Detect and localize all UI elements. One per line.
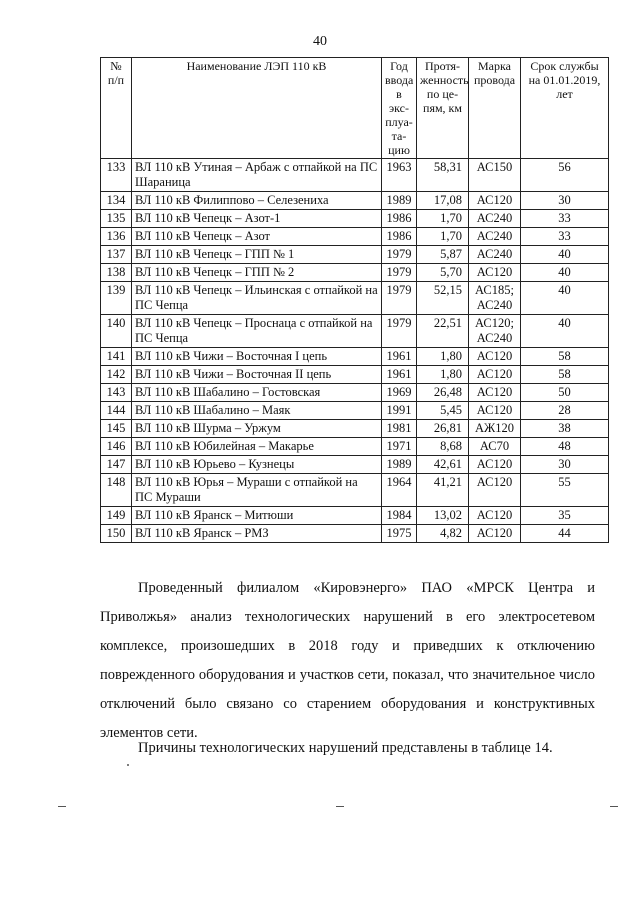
cell-length: 17,08	[417, 192, 469, 210]
table-row	[101, 159, 609, 192]
cell-name: ВЛ 110 кВ Чепецк – Проснаца с отпайкой на ПС Чепца	[132, 315, 382, 348]
header-life: Срок службы на 01.01.2019, лет	[521, 58, 609, 159]
cell-length: 4,82	[417, 525, 469, 543]
table-row	[101, 402, 609, 420]
cell-wire: АС120	[469, 456, 521, 474]
header-length: Протя-женность по це-пям, км	[417, 58, 469, 159]
cell-length: 5,87	[417, 246, 469, 264]
cell-name: ВЛ 110 кВ Юрьево – Кузнецы	[132, 456, 382, 474]
cell-life: 35	[521, 507, 609, 525]
cell-life: 40	[521, 315, 609, 348]
cell-life: 28	[521, 402, 609, 420]
cell-name: ВЛ 110 кВ Яранск – Митюши	[132, 507, 382, 525]
analysis-paragraph: Проведенный филиалом «Кировэнерго» ПАО «МРСК Центра и Приволжья» анализ технологических нарушений в его электросетевом комплексе, произошедших в 2018 году и приведших к отключению поврежденного оборудования и участков сети, показал, что значительное число отключений было связано со старением оборудования и конструктивных элементов сети.	[100, 580, 595, 741]
table-reference-paragraph: Причины технологических нарушений представлены в таблице 14.	[138, 740, 553, 756]
cell-name: ВЛ 110 кВ Чижи – Восточная II цепь	[132, 366, 382, 384]
cell-length: 1,80	[417, 366, 469, 384]
table-row	[101, 507, 609, 525]
table-row	[101, 525, 609, 543]
cell-wire: АС120	[469, 366, 521, 384]
scan-mark	[336, 806, 344, 807]
cell-wire: АС185; АС240	[469, 282, 521, 315]
cell-wire: АС120	[469, 192, 521, 210]
cell-name: ВЛ 110 кВ Шабалино – Маяк	[132, 402, 382, 420]
cell-year: 1986	[382, 228, 417, 246]
cell-year: 1961	[382, 348, 417, 366]
cell-life: 56	[521, 159, 609, 192]
cell-life: 40	[521, 264, 609, 282]
cell-life: 55	[521, 474, 609, 507]
cell-life: 58	[521, 366, 609, 384]
cell-year: 1975	[382, 525, 417, 543]
cell-num: 135	[101, 210, 132, 228]
cell-num: 142	[101, 366, 132, 384]
cell-life: 40	[521, 246, 609, 264]
table-header-row	[101, 58, 609, 159]
cell-life: 33	[521, 228, 609, 246]
cell-num: 146	[101, 438, 132, 456]
cell-life: 30	[521, 456, 609, 474]
cell-name: ВЛ 110 кВ Юбилейная – Макарье	[132, 438, 382, 456]
header-wire: Марка провода	[469, 58, 521, 159]
cell-name: ВЛ 110 кВ Чепецк – Ильинская с отпайкой на ПС Чепца	[132, 282, 382, 315]
cell-wire: АС120	[469, 507, 521, 525]
table-row	[101, 348, 609, 366]
cell-wire: АС240	[469, 228, 521, 246]
cell-num: 147	[101, 456, 132, 474]
cell-year: 1963	[382, 159, 417, 192]
cell-wire: АС120; АС240	[469, 315, 521, 348]
header-num: № п/п	[101, 58, 132, 159]
cell-length: 1,80	[417, 348, 469, 366]
cell-wire: АС240	[469, 246, 521, 264]
table-row	[101, 420, 609, 438]
cell-num: 141	[101, 348, 132, 366]
cell-length: 13,02	[417, 507, 469, 525]
cell-num: 150	[101, 525, 132, 543]
cell-length: 58,31	[417, 159, 469, 192]
cell-life: 48	[521, 438, 609, 456]
cell-name: ВЛ 110 кВ Утиная – Арбаж с отпайкой на ПС Шараница	[132, 159, 382, 192]
cell-year: 1979	[382, 315, 417, 348]
cell-year: 1981	[382, 420, 417, 438]
cell-wire: АС120	[469, 402, 521, 420]
table-row	[101, 384, 609, 402]
cell-length: 26,48	[417, 384, 469, 402]
cell-wire: АС120	[469, 525, 521, 543]
cell-wire: АС120	[469, 384, 521, 402]
cell-wire: АЖ120	[469, 420, 521, 438]
table-row	[101, 366, 609, 384]
cell-year: 1986	[382, 210, 417, 228]
cell-year: 1989	[382, 192, 417, 210]
table-row	[101, 282, 609, 315]
cell-length: 1,70	[417, 228, 469, 246]
cell-year: 1991	[382, 402, 417, 420]
scan-mark	[58, 806, 66, 807]
cell-length: 26,81	[417, 420, 469, 438]
cell-num: 144	[101, 402, 132, 420]
cell-length: 5,45	[417, 402, 469, 420]
cell-life: 38	[521, 420, 609, 438]
power-lines-table	[100, 57, 609, 543]
cell-name: ВЛ 110 кВ Чепецк – ГПП № 2	[132, 264, 382, 282]
cell-num: 140	[101, 315, 132, 348]
cell-wire: АС120	[469, 348, 521, 366]
table-row	[101, 246, 609, 264]
header-name: Наименование ЛЭП 110 кВ	[132, 58, 382, 159]
cell-name: ВЛ 110 кВ Шурма – Уржум	[132, 420, 382, 438]
cell-year: 1964	[382, 474, 417, 507]
cell-length: 22,51	[417, 315, 469, 348]
table-row	[101, 228, 609, 246]
cell-length: 52,15	[417, 282, 469, 315]
cell-year: 1969	[382, 384, 417, 402]
cell-length: 8,68	[417, 438, 469, 456]
cell-life: 50	[521, 384, 609, 402]
cell-num: 137	[101, 246, 132, 264]
cell-length: 5,70	[417, 264, 469, 282]
cell-num: 143	[101, 384, 132, 402]
table-row	[101, 438, 609, 456]
cell-year: 1979	[382, 246, 417, 264]
scan-mark	[610, 806, 618, 807]
cell-name: ВЛ 110 кВ Чепецк – Азот-1	[132, 210, 382, 228]
scan-dot	[127, 764, 129, 766]
cell-wire: АС70	[469, 438, 521, 456]
cell-name: ВЛ 110 кВ Яранск – РМЗ	[132, 525, 382, 543]
cell-year: 1961	[382, 366, 417, 384]
cell-name: ВЛ 110 кВ Чепецк – ГПП № 1	[132, 246, 382, 264]
cell-name: ВЛ 110 кВ Филиппово – Селезениха	[132, 192, 382, 210]
cell-life: 30	[521, 192, 609, 210]
cell-length: 42,61	[417, 456, 469, 474]
cell-life: 33	[521, 210, 609, 228]
table-row	[101, 315, 609, 348]
cell-wire: АС150	[469, 159, 521, 192]
cell-num: 138	[101, 264, 132, 282]
cell-year: 1989	[382, 456, 417, 474]
table-row	[101, 192, 609, 210]
cell-num: 134	[101, 192, 132, 210]
table-row	[101, 456, 609, 474]
cell-num: 145	[101, 420, 132, 438]
table-row	[101, 264, 609, 282]
cell-life: 58	[521, 348, 609, 366]
cell-year: 1984	[382, 507, 417, 525]
cell-life: 44	[521, 525, 609, 543]
cell-year: 1979	[382, 282, 417, 315]
header-year: Год ввода в экс-плуа-та-цию	[382, 58, 417, 159]
cell-num: 148	[101, 474, 132, 507]
cell-life: 40	[521, 282, 609, 315]
cell-num: 133	[101, 159, 132, 192]
cell-name: ВЛ 110 кВ Чепецк – Азот	[132, 228, 382, 246]
cell-name: ВЛ 110 кВ Чижи – Восточная I цепь	[132, 348, 382, 366]
cell-wire: АС240	[469, 210, 521, 228]
table-row	[101, 210, 609, 228]
cell-length: 1,70	[417, 210, 469, 228]
cell-num: 136	[101, 228, 132, 246]
cell-year: 1979	[382, 264, 417, 282]
cell-num: 149	[101, 507, 132, 525]
cell-year: 1971	[382, 438, 417, 456]
table-row	[101, 474, 609, 507]
cell-wire: АС120	[469, 264, 521, 282]
cell-num: 139	[101, 282, 132, 315]
cell-name: ВЛ 110 кВ Юрья – Мураши с отпайкой на ПС Мураши	[132, 474, 382, 507]
cell-name: ВЛ 110 кВ Шабалино – Гостовская	[132, 384, 382, 402]
cell-length: 41,21	[417, 474, 469, 507]
page-number: 40	[313, 34, 327, 49]
cell-wire: АС120	[469, 474, 521, 507]
